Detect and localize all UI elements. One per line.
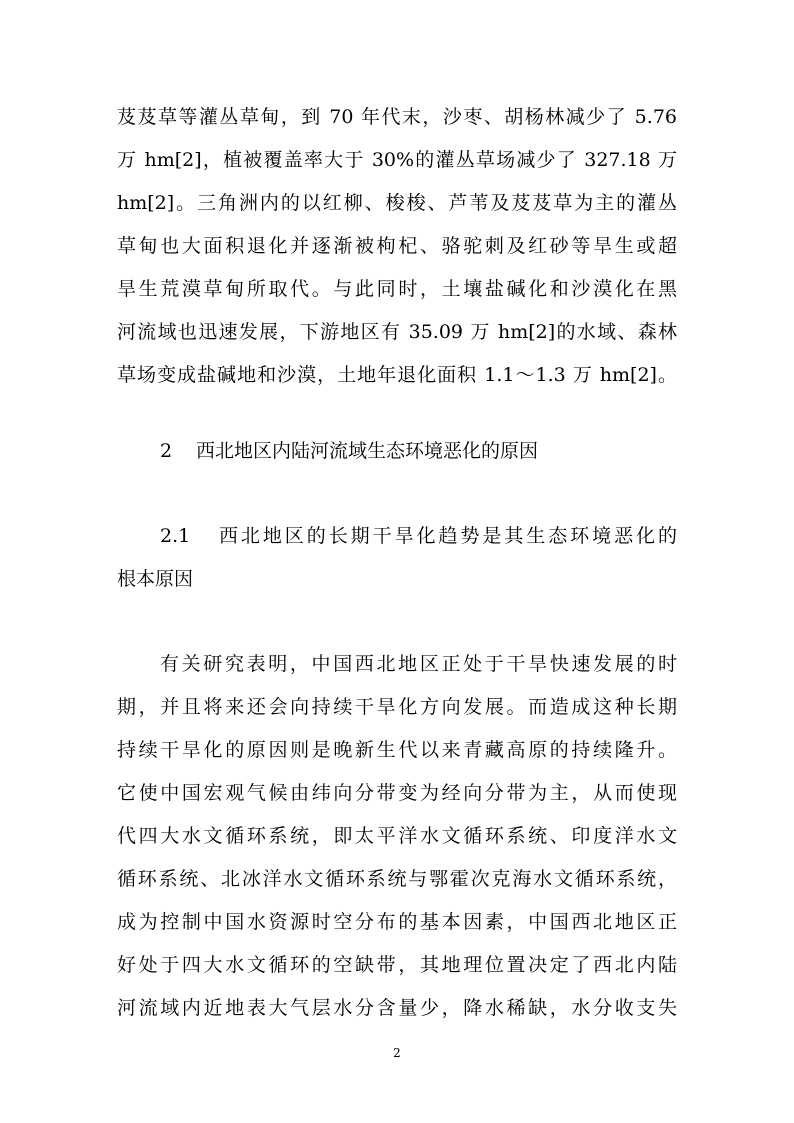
- paragraph-2-line-1: 有关研究表明，中国西北地区正处于干旱快速发展的时: [160, 653, 677, 675]
- paragraph-2-line-9: 河流域内近地表大气层水分含量少，降水稀缺，水分收支失: [117, 997, 677, 1019]
- paragraph-2-line-7: 成为控制中国水资源时空分布的基本因素，中国西北地区正: [117, 911, 677, 933]
- paragraph-2-line-3: 持续干旱化的原因则是晚新生代以来青藏高原的持续隆升。: [117, 739, 677, 761]
- paragraph-2-line-6: 循环系统、北冰洋水文循环系统与鄂霍次克海水文循环系统，: [117, 868, 677, 890]
- paragraph-1-line-3: hm[2]。三角洲内的以红柳、梭梭、芦苇及芨芨草为主的灌丛: [117, 192, 677, 214]
- section-2-1-heading-line-1: [160, 524, 677, 548]
- paragraph-2-line-2: 期，并且将来还会向持续干旱化方向发展。而造成这种长期: [117, 696, 677, 718]
- section-2-heading: [160, 439, 538, 463]
- paragraph-1-line-5: 旱生荒漠草甸所取代。与此同时，土壤盐碱化和沙漠化在黑: [117, 278, 677, 300]
- paragraph-2-line-5: 代四大水文循环系统，即太平洋水文循环系统、印度洋水文: [117, 825, 677, 847]
- section-2-1-title-line-1: 西北地区的长期干旱化趋势是其生态环境恶化的: [216, 525, 677, 547]
- paragraph-1-line-7: 草场变成盐碱地和沙漠，土地年退化面积 1.1～1.3 万 hm[2]。: [117, 364, 677, 386]
- page-number: 2: [393, 1046, 401, 1060]
- paragraph-1-line-2: 万 hm[2]，植被覆盖率大于 30%的灌丛草场减少了 327.18 万: [117, 149, 677, 171]
- section-2-title: 西北地区内陆河流域生态环境恶化的原因: [196, 440, 539, 462]
- section-2-1-number: 2.1: [160, 525, 191, 547]
- paragraph-1-line-4: 草甸也大面积退化并逐渐被枸杞、骆驼刺及红砂等旱生或超: [117, 235, 677, 257]
- section-2-1-title-line-2: 根本原因: [117, 568, 194, 590]
- paragraph-2-line-4: 它使中国宏观气候由纬向分带变为经向分带为主，从而使现: [117, 782, 677, 804]
- paragraph-1-line-1: 芨芨草等灌丛草甸，到 70 年代末，沙枣、胡杨林减少了 5.76: [117, 106, 677, 128]
- paragraph-2-line-8: 好处于四大水文循环的空缺带，其地理位置决定了西北内陆: [117, 954, 677, 976]
- paragraph-1-line-6: 河流域也迅速发展，下游地区有 35.09 万 hm[2]的水域、森林: [117, 321, 677, 343]
- section-2-number: 2: [160, 440, 173, 462]
